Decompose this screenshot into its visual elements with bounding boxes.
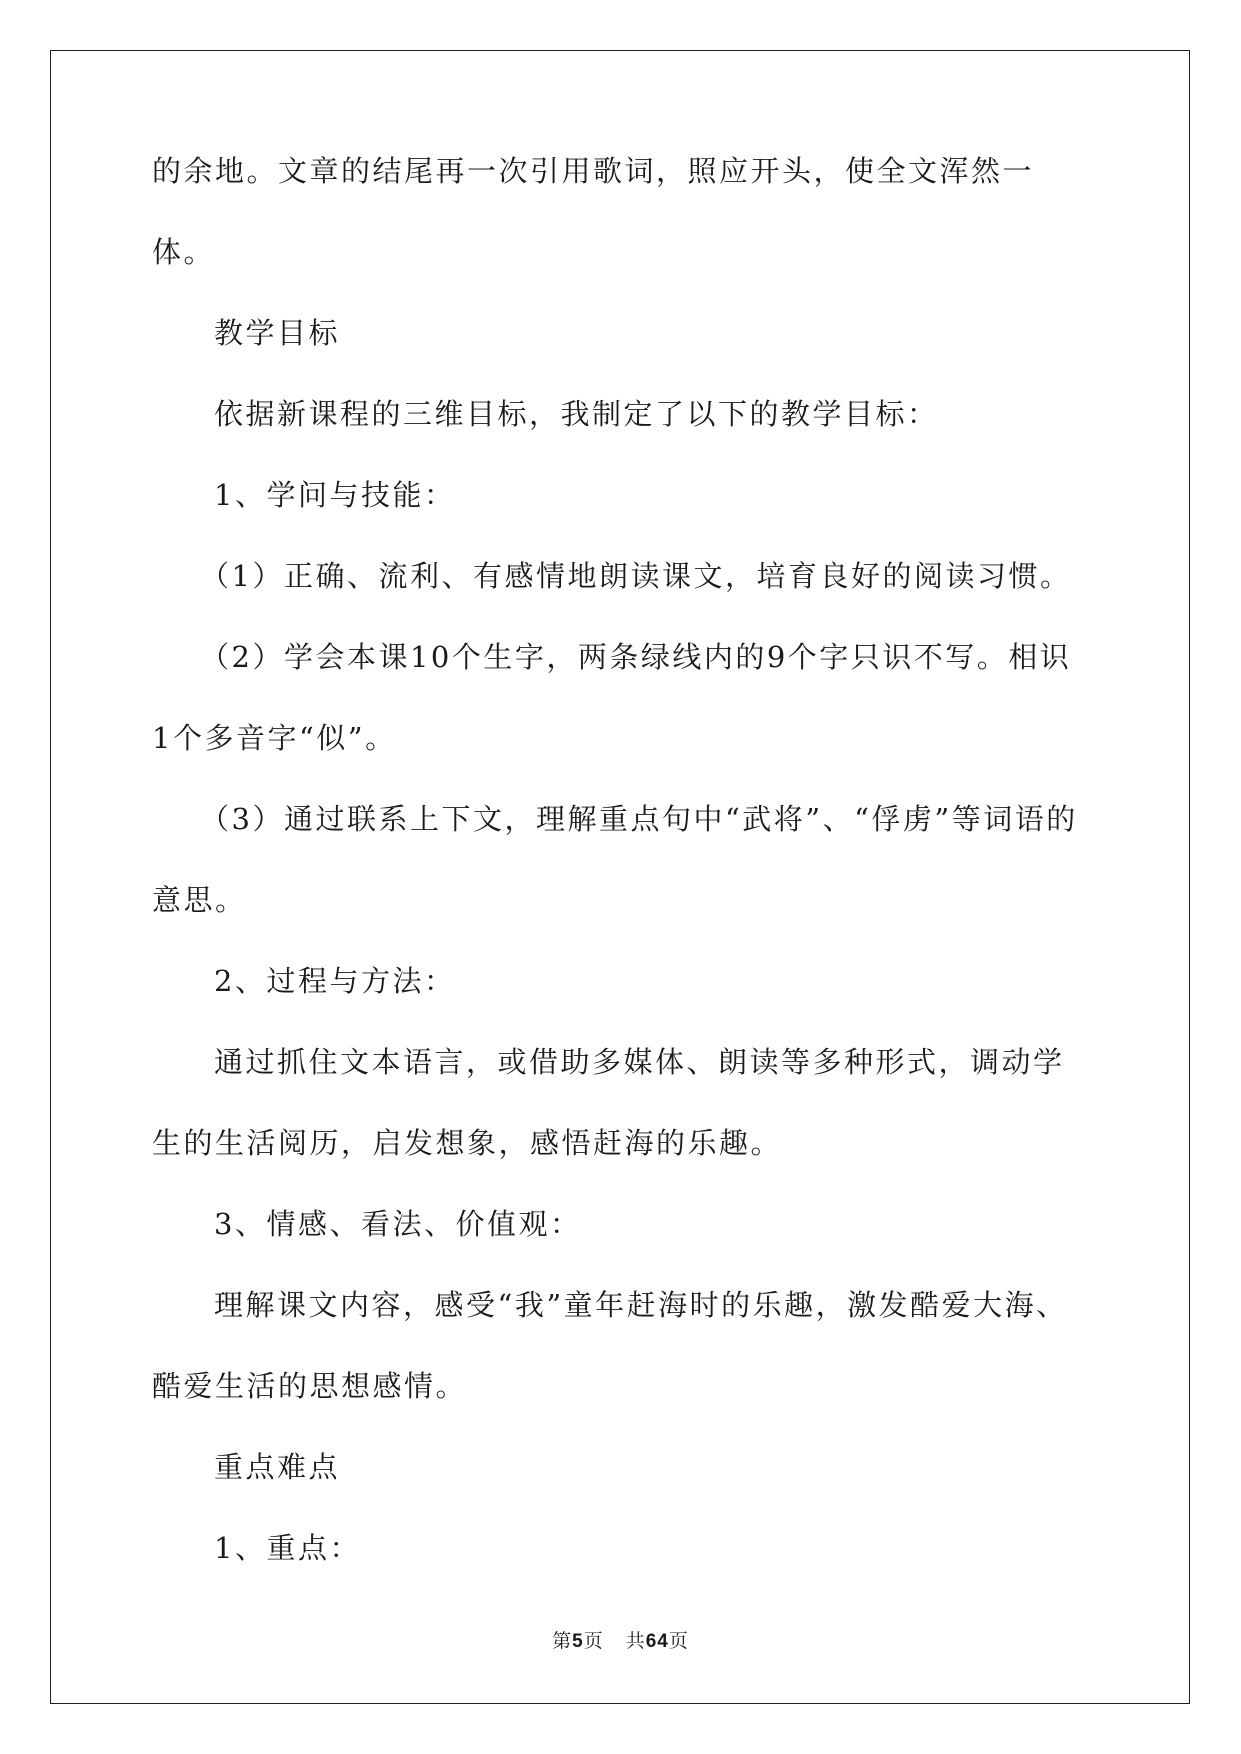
paragraph-goals-intro: 依据新课程的三维目标，我制定了以下的教学目标： (214, 397, 939, 431)
heading-teaching-goals: 教学目标 (214, 316, 341, 350)
total-suffix: 页 (668, 1630, 689, 1652)
goal-2-heading: 2、过程与方法： (214, 964, 456, 998)
key-point-1-heading: 1、重点： (214, 1531, 361, 1565)
total-pages: 64 (645, 1631, 669, 1652)
page-prefix: 第 (552, 1630, 573, 1652)
goal-3-heading: 3、情感、看法、价值观： (214, 1207, 582, 1241)
page-footer (0, 1626, 1241, 1653)
document-body (152, 154, 1092, 1589)
page-number: 5 (572, 1631, 584, 1652)
page-suffix: 页 (583, 1630, 604, 1652)
paragraph-continuation: 的余地。文章的结尾再一次引用歌词，照应开头，使全文浑然一体。 (152, 154, 1035, 269)
goal-1-item-3: （3）通过联系上下文，理解重点句中“武将”、“俘虏”等词语的意思。 (152, 802, 1078, 917)
goal-1-item-2: （2）学会本课10个生字，两条绿线内的9个字只识不写。相识1个多音字“似”。 (152, 640, 1072, 755)
goal-1-item-1: （1）正确、流利、有感情地朗读课文，培育良好的阅读习惯。 (200, 559, 1072, 593)
goal-1-heading: 1、学问与技能： (214, 478, 456, 512)
heading-key-difficult-points: 重点难点 (214, 1450, 341, 1484)
total-prefix: 共 (625, 1630, 646, 1652)
goal-2-body: 通过抓住文本语言，或借助多媒体、朗读等多种形式，调动学生的生活阅历，启发想象，感悟赶海的乐趣。 (152, 1045, 1065, 1160)
goal-3-body: 理解课文内容，感受“我”童年赶海时的乐趣，激发酷爱大海、酷爱生活的思想感情。 (152, 1288, 1068, 1403)
